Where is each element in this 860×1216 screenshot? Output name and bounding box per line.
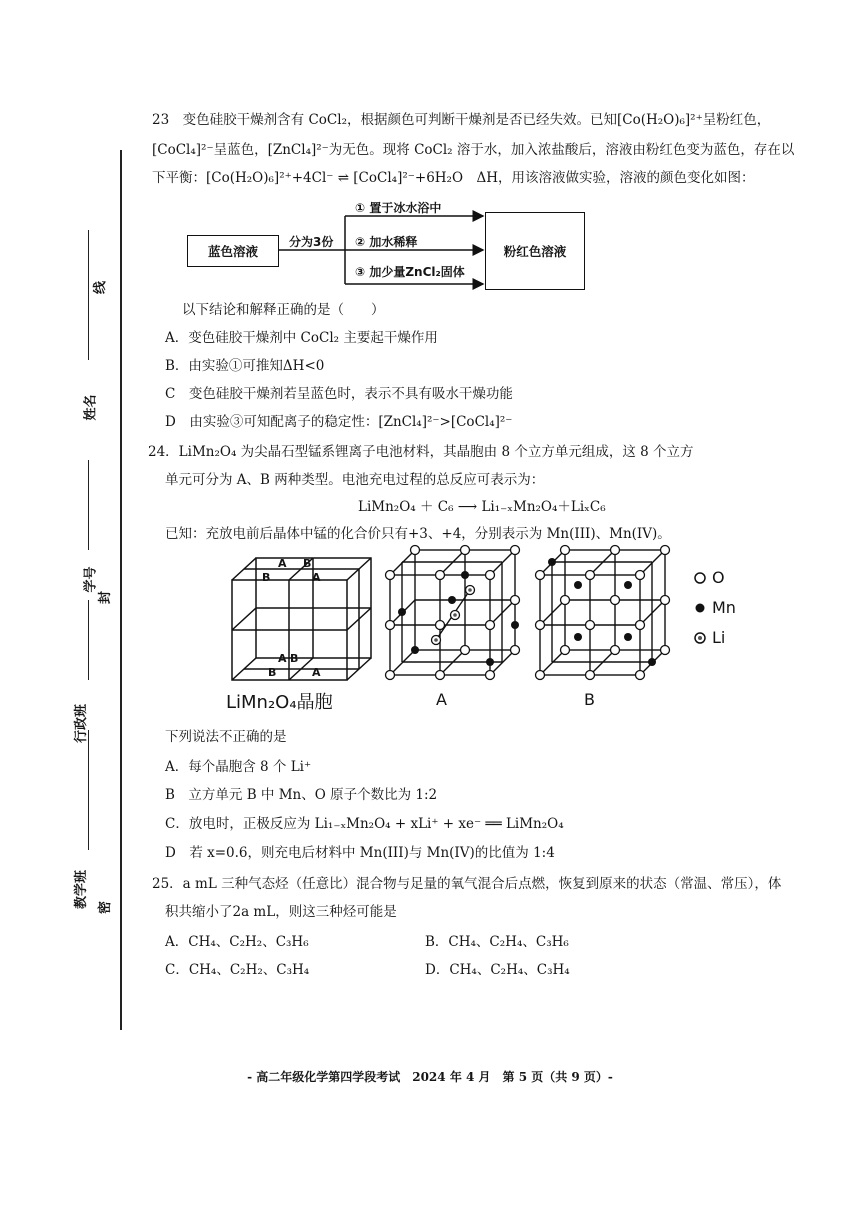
- q24-line3: 已知：充放电前后晶体中锰的化合价只有+3、+4，分别表示为 Mn(III)、Mn(IV)。: [165, 526, 671, 542]
- cube-a-atom-15: [411, 646, 419, 654]
- cube-b-atom-9: [636, 621, 645, 630]
- cube-a-atom-16: [486, 658, 494, 666]
- cube-b-atom-4: [561, 546, 570, 555]
- cube-a-atom-23: [511, 621, 519, 629]
- cube-b-atom-1: [536, 571, 545, 580]
- legend-o-label: O: [712, 568, 725, 587]
- cube-a-atom-3: [486, 571, 495, 580]
- q24-line2: 单元可分为 A、B 两种类型。电池充电过程的总反应可表示为：: [165, 472, 545, 488]
- cube-a-atom-6: [511, 546, 520, 555]
- cube-b-atom-16: [561, 646, 570, 655]
- cube-b-atom-5: [611, 546, 620, 555]
- cube-b-atom-2: [586, 571, 595, 580]
- q24-option-a: A．每个晶胞含 8 个 Li⁺: [165, 759, 312, 775]
- cube-a-atom-18: [398, 608, 406, 616]
- flow-end-box: 粉红色溶液: [485, 212, 585, 290]
- cell-label-1: A: [278, 557, 287, 570]
- side-xian: 线: [93, 280, 109, 295]
- legend-o-marker: [695, 573, 705, 583]
- cube-a-atom-9: [511, 596, 520, 605]
- legend-li-label: Li: [712, 628, 726, 647]
- cube-a-atom-8: [486, 621, 495, 630]
- cube-b-drawing: [540, 550, 665, 675]
- cube-a-atom-20-core: [434, 638, 438, 642]
- flow-step1-label: ① 置于冰水浴中: [355, 201, 442, 215]
- q23-line1: 23 变色硅胶干燥剂含有 CoCl₂，根据颜色可判断干燥剂是否已经失效。已知[Co(H₂O)₆]²⁺呈粉红色，: [152, 112, 771, 128]
- cell-label-4: A: [312, 571, 321, 584]
- cube-b-atom-18: [661, 646, 670, 655]
- cube-a-atom-4: [411, 546, 420, 555]
- limn2o4-cell-drawing: [232, 558, 371, 680]
- cube-a-atom-14: [461, 646, 470, 655]
- cube-a-atom-10: [386, 671, 395, 680]
- cube-b-atom-11: [611, 596, 620, 605]
- page-footer: - 高二年级化学第四学段考试 2024 年 4 月 第 5 页（共 9 页）-: [247, 1070, 613, 1084]
- cube-b-atom-13: [536, 671, 545, 680]
- caption-limn2o4-cell: LiMn₂O₄晶胞: [226, 692, 333, 713]
- q24-equation: LiMn₂O₄ ＋ C₆ ⟶ Li₁₋ₓMn₂O₄＋LiₓC₆: [358, 499, 606, 515]
- legend-mn-label: Mn: [712, 598, 736, 617]
- q25-line1: 25．a mL 三种气态烃（任意比）混合物与足量的氧气混合后点燃，恢复到原来的状态（常温、常压），体: [152, 876, 782, 892]
- cell-label-3: B: [303, 557, 312, 570]
- q23-option-b: B．由实验①可推知ΔH<0: [165, 358, 325, 374]
- cube-a-atom-21-core: [468, 588, 472, 592]
- teach-class-underline: [88, 730, 89, 850]
- side-feng: 封: [98, 590, 114, 605]
- side-class-label: 行政班: [74, 703, 90, 744]
- cube-b-atom-15: [636, 671, 645, 680]
- flow-split-label: 分为3份: [289, 235, 334, 249]
- q25-option-c: C．CH₄、C₂H₂、C₃H₄: [165, 962, 310, 978]
- cell-label-5: A: [278, 652, 287, 665]
- cube-b-atom-12: [661, 596, 670, 605]
- q23-option-a: A．变色硅胶干燥剂中 CoCl₂ 主要起干燥作用: [165, 330, 438, 346]
- cube-b-atom-23: [548, 558, 556, 566]
- q23-prompt: 以下结论和解释正确的是（ ）: [182, 302, 385, 318]
- cube-b-atom-7: [536, 621, 545, 630]
- cube-a-atom-24: [461, 571, 469, 579]
- cell-label-7: B: [290, 652, 299, 665]
- q23-option-c: C 变色硅胶干燥剂若呈蓝色时，表示不具有吸水干燥功能: [165, 386, 513, 402]
- cube-a-atom-7: [386, 621, 395, 630]
- cube-b-atom-14: [586, 671, 595, 680]
- cube-a-atom-17: [436, 621, 445, 630]
- cell-label-2: B: [262, 571, 271, 584]
- q25-line2: 积共缩小了2a mL，则这三种烃可能是: [165, 904, 397, 920]
- side-id-label: 学号: [83, 566, 99, 593]
- cube-b-atom-24: [648, 658, 656, 666]
- cube-a-atom-22-core: [453, 613, 457, 617]
- flow-step2-label: ② 加水稀释: [355, 235, 418, 249]
- cube-a-atom-19: [448, 596, 456, 604]
- cube-b-atom-22: [624, 633, 632, 641]
- q23-option-d: D 由实验③可知配离子的稳定性：[ZnCl₄]²⁻>[CoCl₄]²⁻: [165, 414, 513, 430]
- cube-a-atom-2: [436, 571, 445, 580]
- side-mi: 密: [98, 900, 114, 915]
- flow-start-box: 蓝色溶液: [187, 235, 279, 267]
- q23-line2: [CoCl₄]²⁻呈蓝色，[ZnCl₄]²⁻为无色。现将 CoCl₂ 溶于水，加入浓盐酸后，溶液由粉红色变为蓝色，存在以: [152, 142, 795, 158]
- side-name-label: 姓名: [83, 394, 99, 421]
- cell-label-6: B: [268, 666, 277, 679]
- cube-a-atom-13: [511, 646, 520, 655]
- flow-step3-label: ③ 加少量ZnCl₂固体: [355, 265, 465, 279]
- q25-option-a: A．CH₄、C₂H₂、C₃H₆: [165, 934, 309, 950]
- cube-a-atom-12: [486, 671, 495, 680]
- cube-b-atom-17: [611, 646, 620, 655]
- cube-b-atom-8: [586, 621, 595, 630]
- legend-mn-marker: [696, 604, 705, 613]
- cell-label-8: A: [312, 666, 321, 679]
- cube-b-atom-19: [574, 581, 582, 589]
- q24-option-b: B 立方单元 B 中 Mn、O 原子个数比为 1:2: [165, 787, 438, 803]
- q25-option-b: B．CH₄、C₂H₄、C₃H₆: [425, 934, 569, 950]
- cube-a-atom-5: [461, 546, 470, 555]
- caption-cube-a: A: [436, 690, 447, 709]
- cube-b-atom-20: [624, 581, 632, 589]
- caption-cube-b: B: [584, 690, 595, 709]
- q24-prompt: 下列说法不正确的是: [165, 729, 287, 745]
- cube-b-atom-10: [561, 596, 570, 605]
- cube-b-atom-3: [636, 571, 645, 580]
- cube-a-atom-1: [386, 571, 395, 580]
- q23-line3: 下平衡：[Co(H₂O)₆]²⁺+4Cl⁻ ⇌ [CoCl₄]²⁻+6H₂O ΔH，用该溶液做实验，溶液的颜色变化如图：: [152, 170, 755, 186]
- cube-b-atom-21: [574, 633, 582, 641]
- q24-option-c: C．放电时，正极反应为 Li₁₋ₓMn₂O₄ + xLi⁺ + xe⁻ ══ LiMn₂O₄: [165, 816, 564, 832]
- q24-option-d: D 若 x=0.6，则充电后材料中 Mn(III)与 Mn(IV)的比值为 1:4: [165, 845, 555, 861]
- cube-a-atom-11: [436, 671, 445, 680]
- cube-b-atom-6: [661, 546, 670, 555]
- q25-option-d: D．CH₄、C₂H₄、C₃H₄: [425, 962, 570, 978]
- q24-line1: 24．LiMn₂O₄ 为尖晶石型锰系锂离子电池材料，其晶胞由 8 个立方单元组成，这 8 个立方: [148, 444, 694, 460]
- side-teach-class-label: 教学班: [74, 869, 90, 910]
